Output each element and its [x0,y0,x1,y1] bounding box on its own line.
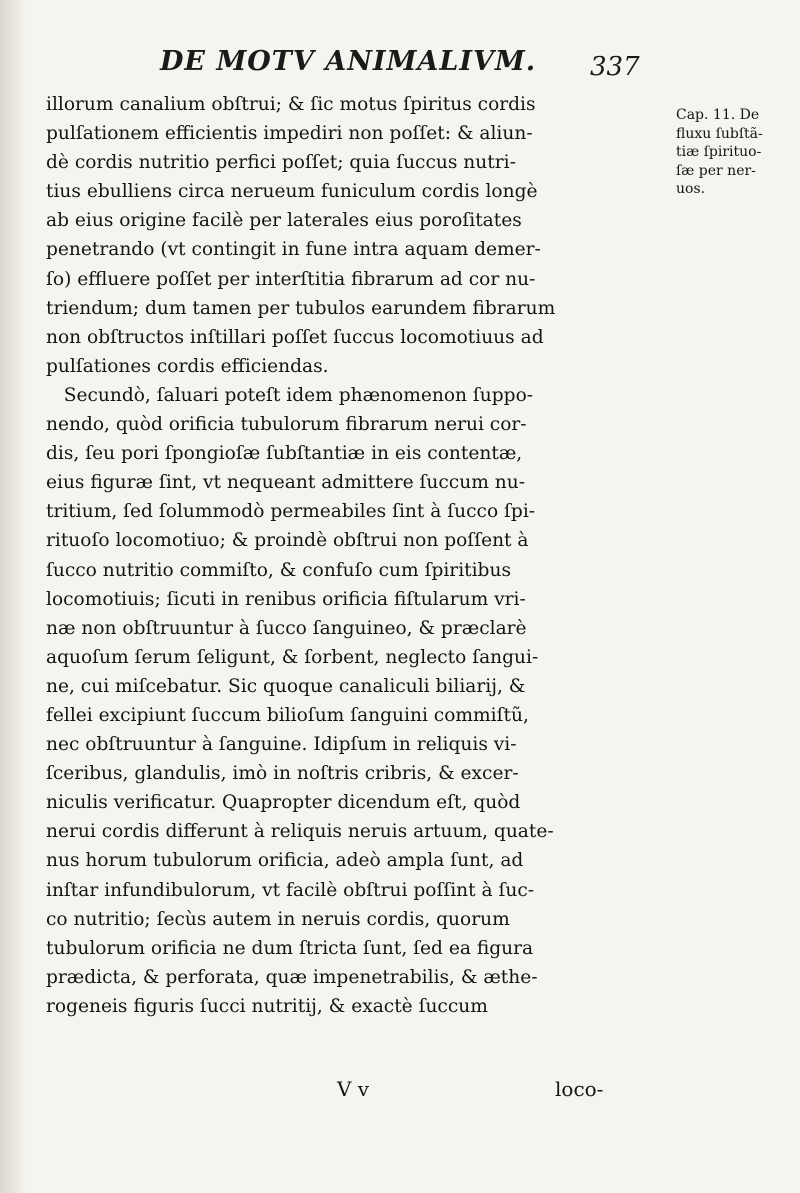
text-line: ſo) effluere poſſet per interſtitia fibrarum ad cor nu- [46,268,536,290]
text-line: inſtar infundibulorum, vt facilè obſtrui poſſint à ſuc- [46,879,535,901]
page-header [0,46,800,90]
text-line: aquoſum ſerum ſeligunt, & ſorbent, neglecto ſangui- [46,646,539,668]
margin-note-line: fluxu ſubſtã- [676,125,763,142]
gutter-shadow [0,0,26,1193]
text-line: fellei excipiunt ſuccum bilioſum ſanguini commiſtũ, [46,704,529,726]
text-line: dis, ſeu pori ſpongioſæ ſubſtantiæ in eis contentæ, [46,443,523,465]
text-line: rogeneis figuris ſucci nutritij, & exactè ſuccum [46,995,488,1017]
text-line: prædicta, & perforata, quæ impenetrabilis, & æthe- [46,966,538,988]
text-line: illorum canalium obſtrui; & ſic motus ſpiritus cordis [46,94,536,115]
body-text [46,90,666,1021]
text-line: rituoſo locomotiuo; & proindè obſtrui non poſſent à [46,530,529,552]
text-line: tius ebulliens circa nerueum funiculum cordis longè [46,181,538,203]
margin-note [676,106,796,199]
text-line: non obſtructos inſtillari poſſet ſuccus locomotiuus ad [46,326,544,348]
text-line: tritium, ſed ſolummodò permeabiles ſint à ſucco ſpi- [46,501,536,523]
text-line: nec obſtruuntur à ſanguine. Idipſum in reliquis vi- [46,734,517,756]
text-line: eius figuræ ſint, vt nequeant admittere ſuccum nu- [46,472,525,494]
text-line: triendum; dum tamen per tubulos earundem fibrarum [46,297,556,319]
margin-note-line: tiæ ſpirituo- [676,144,762,160]
text-line: co nutritio; ſecùs autem in neruis cordis, quorum [46,908,510,930]
text-line: nus horum tubulorum orificia, adeò ampla ſunt, ad [46,850,524,872]
text-line: pulſationem efficientis impediri non poſſet: & aliun- [46,123,533,145]
running-title: DE MOTV ANIMALIVM. [160,46,537,77]
catchword: loco- [555,1077,604,1101]
margin-note-line: ſæ per ner- [676,162,756,179]
text-line: nerui cordis differunt à reliquis neruis artuum, quate- [46,821,554,843]
text-line: penetrando (vt contingit in fune intra aquam demer- [46,239,541,261]
text-line: tubulorum orificia ne dum ſtricta ſunt, ſed ea figura [46,937,534,959]
margin-note-line: uos. [676,181,706,197]
text-line: nendo, quòd orificia tubulorum fibrarum nerui cor- [46,414,527,436]
page-footer [0,1077,800,1113]
page-number: 337 [590,52,640,82]
text-line: niculis verificatur. Quapropter dicendum eſt, quòd [46,792,521,814]
text-line: ſceribus, glandulis, imò in noſtris cribris, & excer- [46,763,519,785]
text-line: ſucco nutritio commiſto, & confuſo cum ſpiritibus [46,559,511,581]
text-line: ne, cui miſcebatur. Sic quoque canaliculi biliarij, & [46,675,526,697]
text-line: pulſationes cordis efficiendas. [46,355,329,377]
text-line: dè cordis nutritio perfici poſſet; quia ſuccus nutri- [46,152,516,174]
text-line: Secundò, ſaluari poteſt idem phænomenon ſuppo- [46,384,534,406]
text-line: locomotiuis; ſicuti in renibus orificia fiſtularum vri- [46,588,526,610]
text-line: næ non obſtruuntur à ſucco ſanguineo, & præclarè [46,617,527,639]
signature-mark: V v [337,1077,370,1101]
margin-note-line: Cap. 11. De [676,107,760,123]
text-line: ab eius origine facilè per laterales eius poroſitates [46,210,522,232]
